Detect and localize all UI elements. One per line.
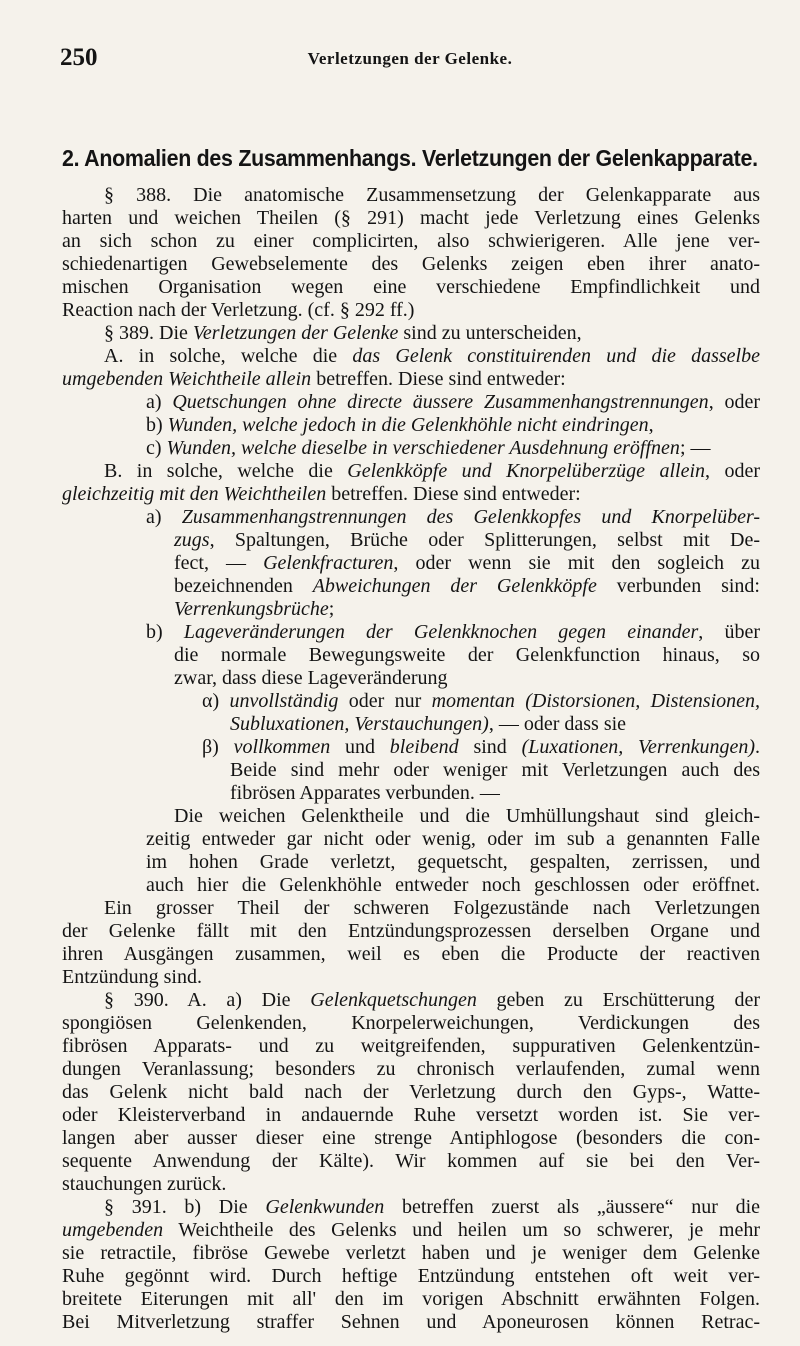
page-header: [60, 44, 760, 78]
text-line: auch hier die Gelenkhöhle entweder noch geschlossen oder eröffnet.: [146, 874, 760, 896]
text-line: Die weichen Gelenktheile und die Umhüllungshaut sind gleich-: [174, 805, 760, 827]
text-line: Beide sind mehr oder weniger mit Verletzungen auch des: [230, 759, 760, 781]
text-line: ihren Ausgängen zusammen, weil es eben die Producte der reactiven: [62, 943, 760, 965]
text-line: Bei Mitverletzung straffer Sehnen und Aponeurosen können Retrac-: [62, 1311, 760, 1333]
text-line: Entzündung sind.: [62, 966, 202, 988]
text-line: b) Wunden, welche jedoch in die Gelenkhöhle nicht eindringen,: [146, 414, 654, 436]
text-line: das Gelenk nicht bald nach der Verletzung durch den Gyps-, Watte-: [62, 1081, 760, 1103]
text-line: im hohen Grade verletzt, gequetscht, gespalten, zerrissen, und: [146, 851, 760, 873]
text-line: schiedenartigen Gewebselemente des Gelenks zeigen eben ihrer anato-: [62, 253, 760, 275]
text-line: α) unvollständig oder nur momentan (Distorsionen, Distensionen,: [202, 690, 760, 712]
text-line: gleichzeitig mit den Weichtheilen betreffen. Diese sind entweder:: [62, 483, 581, 505]
running-head: Verletzungen der Gelenke.: [307, 49, 513, 68]
text-line: stauchungen zurück.: [62, 1173, 227, 1195]
text-block: [62, 184, 760, 1334]
text-line: Ein grosser Theil der schweren Folgezustände nach Verletzungen: [104, 897, 760, 919]
text-line: an sich schon zu einer complicirten, also schwierigeren. Alle jene ver-: [62, 230, 760, 252]
text-line: sequente Anwendung der Kälte). Wir kommen auf sie bei den Ver-: [62, 1150, 760, 1172]
text-line: die normale Bewegungsweite der Gelenkfunction hinaus, so: [174, 644, 760, 666]
text-line: fibrösen Apparates verbunden. —: [230, 782, 500, 804]
page-number: 250: [60, 44, 98, 71]
text-line: dungen Veranlassung; besonders zu chronisch verlaufenden, zumal wenn: [62, 1058, 760, 1080]
text-line: zeitig entweder gar nicht oder wenig, oder im sub a genannten Falle: [146, 828, 760, 850]
page-body: [62, 138, 760, 1334]
text-line: b) Lageveränderungen der Gelenkknochen gegen einander, über: [146, 621, 760, 643]
text-line: fect, — Gelenkfracturen, oder wenn sie mit den sogleich zu: [174, 552, 760, 574]
text-line: sie retractile, fibröse Gewebe verletzt haben und je weniger dem Gelenke: [62, 1242, 760, 1264]
text-line: § 389. Die Verletzungen der Gelenke sind zu unterscheiden,: [104, 322, 582, 344]
text-line: der Gelenke fällt mit den Entzündungsprozessen derselben Organe und: [62, 920, 760, 942]
text-line: § 391. b) Die Gelenkwunden betreffen zuerst als „äussere“ nur die: [104, 1196, 760, 1218]
text-line: breitete Eiterungen mit all' den im vorigen Abschnitt erwähnten Folgen.: [62, 1288, 760, 1310]
text-line: a) Quetschungen ohne directe äussere Zusammenhangstrennungen, oder: [146, 391, 761, 413]
section-title: 2. Anomalien des Zusammenhangs. Verletzungen der Gelenkapparate.: [62, 145, 758, 171]
text-line: § 390. A. a) Die Gelenkquetschungen geben zu Erschütterung der: [104, 989, 760, 1011]
text-line: a) Zusammenhangstrennungen des Gelenkkopfes und Knorpelüber-: [146, 506, 760, 528]
text-line: Reaction nach der Verletzung. (cf. § 292 ff.): [62, 299, 415, 321]
text-line: β) vollkommen und bleibend sind (Luxationen, Verrenkungen).: [202, 736, 760, 758]
text-line: umgebenden Weichtheile allein betreffen. Diese sind entweder:: [62, 368, 566, 390]
text-line: B. in solche, welche die Gelenkköpfe und Knorpelüberzüge allein, oder: [104, 460, 760, 482]
text-line: bezeichnenden Abweichungen der Gelenkköpfe verbunden sind:: [174, 575, 760, 597]
text-line: fibrösen Apparats- und zu weitgreifenden, suppurativen Gelenkentzün-: [62, 1035, 760, 1057]
text-line: Verrenkungsbrüche;: [174, 598, 335, 620]
text-line: Subluxationen, Verstauchungen), — oder dass sie: [230, 713, 627, 735]
text-line: c) Wunden, welche dieselbe in verschiedener Ausdehnung eröffnen; —: [146, 437, 711, 459]
text-line: zwar, dass diese Lageveränderung: [174, 667, 448, 689]
text-line: A. in solche, welche die das Gelenk constituirenden und die dasselbe: [104, 345, 760, 367]
text-line: § 388. Die anatomische Zusammensetzung der Gelenkapparate aus: [104, 184, 760, 206]
text-line: spongiösen Gelenkenden, Knorpelerweichungen, Verdickungen des: [62, 1012, 760, 1034]
text-line: zugs, Spaltungen, Brüche oder Splitterungen, selbst mit De-: [174, 529, 760, 551]
text-line: langen aber ausser dieser eine strenge Antiphlogose (besonders die con-: [62, 1127, 760, 1149]
text-line: oder Kleisterverband in andauernde Ruhe versetzt worden ist. Sie ver-: [62, 1104, 760, 1126]
text-line: harten und weichen Theilen (§ 291) macht jede Verletzung eines Gelenks: [62, 207, 760, 229]
text-line: mischen Organisation wegen eine verschiedene Empfindlichkeit und: [62, 276, 760, 298]
text-line: umgebenden Weichtheile des Gelenks und heilen um so schwerer, je mehr: [62, 1219, 760, 1241]
text-line: Ruhe gegönnt wird. Durch heftige Entzündung entstehen oft weit ver-: [62, 1265, 760, 1287]
